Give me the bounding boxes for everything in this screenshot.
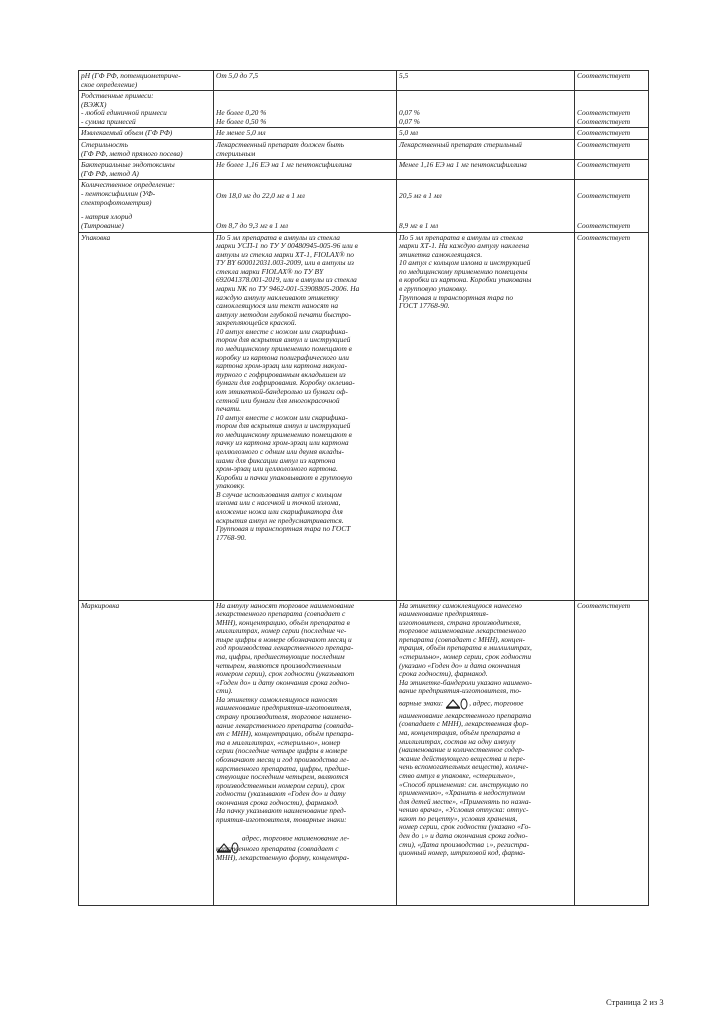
table-row-volume — [79, 128, 649, 140]
packaging-status: Соответствует — [575, 232, 649, 600]
table-row-assay — [79, 180, 649, 232]
impurities-result1: 0,07 % — [399, 108, 420, 118]
table-row-packaging — [79, 232, 649, 600]
impurities-result-cell — [397, 91, 575, 128]
packaging-norm: По 5 мл препарата в ампулы из стекла марки УСП-1 по ТУ У 00480945-005-96 или в ампулы из стекла марки ХТ-1, FIOLAX® по ТУ BY 600012031.003-2009, или в ампулы из стекла марки FIOLAX® по ТУ BY 692041378.001-2019, или в ампулы из стекла марки NK по ТУ 9462-001-53908805-2006. На каждую ампулу наклеивают этикетку самоклеящуюся или текст наносят на ампулу методом глубокой печати быстро- закрепляющейся краской. 10 ампул вместе с ножом или скарифика- тором для вскрытия ампул и инструкцией по медицинскому применению помещают в коробку из картона полиграфического или картона хром-эрзац или картона макула- турного с гофрированным вкладышем из бумаги для гофрирования. Коробку оклеива- ют этикеткой-бандеролью из бумаги оф- сетной или бумаги для многокрасочной печати. 10 ампул вместе с ножом или скарифика- тором для вскрытия ампул и инструкцией по медицинскому применению помещают в пачку из картона хром-эрзац или картона целлюлозного с одним или двумя вклады- шами для фиксации ампул из картона хром-эрзац или целлюлозного картона. Коробки и пачки упаковывают в групповую упаковку. В случае использования ампул с кольцом излома или с насечкой и точкой излома, вложение ножа или скарификатора для вскрытия ампул не предусматривается. Групповая и транспортная тара по ГОСТ 17768-90. — [214, 232, 397, 600]
endotoxins-status: Соответствует — [575, 160, 649, 180]
marking-norm-b-line — [216, 825, 394, 863]
impurities-name: Родственные примеси: (ВЭЖХ) - любой единичной примеси - сумма примесей — [79, 91, 214, 128]
assay-status2: Соответствует — [577, 220, 631, 230]
impurities-status2: Соответствует — [577, 116, 631, 126]
impurities-status1: Соответствует — [577, 108, 631, 118]
table-row-endotoxins — [79, 160, 649, 180]
spec-table — [78, 70, 649, 906]
marking-result-b2: , адрес, торговое — [469, 698, 524, 708]
sterility-name: Стерильность (ГФ РФ, метод прямого посева) — [79, 140, 214, 160]
ph-result: 5,5 — [397, 71, 575, 91]
marking-norm-a: На ампулу наносят торговое наименование лекарственного препарата (совпадает с МНН), концентрацию, объём препарата в миллилитрах, номер серии (последние че- тыре цифры в номере обозначают месяц и год производства лекарственного препара- та, цифры, предшествующие последним четырем, являются производственным номером серии), срок годности (указывают «Годен до» и дату окончания срока годно- сти). На этикетку самоклеящуюся наносят наименование предприятия-изготовителя, страну производителя, торговое наимено- вание лекарственного препарата (совпада- ет с МНН), концентрацию, объём препара- та в миллилитрах, «стерильно», номер серии (последние четыре цифры в номере обозначают месяц и год производства ле- карственного препарата, цифры, предше- ствующие последним четырем, являются производственным номером серии), срок годности (указывают «Годен до» и дату окончания срока годности), фармакод. На пачку указывают наименование пред- приятия-изготовителя, товарные знаки: — [216, 600, 355, 824]
impurities-result2: 0,07 % — [399, 116, 420, 126]
marking-result-a: На этикетку самоклеящуюся нанесено наименование предприятия- изготовителя, страна производителя, торговое наименование лекарственного препарата (совпадает с МНН), концен- трация, объём препарата в миллилитрах, «стерильно», номер серии, срок годности (указано «Годен до» и дата окончания срока годности), фармакод. На этикетке-бандероли указано наимено- вание предприятия-изготовителя, то- — [399, 600, 532, 696]
volume-result: 5,0 мл — [397, 128, 575, 140]
table-row-impurities — [79, 91, 649, 128]
trademark-logo-icon — [445, 698, 469, 710]
assay-result1: 20,5 мг в 1 мл — [399, 191, 442, 201]
marking-norm-cell — [214, 600, 397, 905]
marking-name: Маркировка — [79, 600, 214, 905]
assay-status1: Соответствует — [577, 191, 631, 201]
marking-result-cell — [397, 600, 575, 905]
impurities-status-cell — [575, 91, 649, 128]
endotoxins-result: Менее 1,16 ЕЭ на 1 мг пентоксифиллина — [397, 160, 575, 180]
marking-result-b1: варные знаки: — [399, 698, 444, 708]
marking-status: Соответствует — [575, 600, 649, 905]
marking-norm-b: адрес, торговое наименование ле- карственного препарата (совпадает с МНН), лекарственную форму, концентра- — [216, 833, 350, 862]
volume-name: Извлекаемый объем (ГФ РФ) — [79, 128, 214, 140]
sterility-norm: Лекарственный препарат должен быть стерильным — [214, 140, 397, 160]
volume-norm: Не менее 5,0 мл — [214, 128, 397, 140]
assay-name-cell — [79, 180, 214, 232]
assay-result-cell — [397, 180, 575, 232]
assay-norm2: От 8,7 до 9,3 мг в 1 мл — [216, 220, 288, 230]
assay-norm1: От 18,0 мг до 22,0 мг в 1 мл — [216, 191, 305, 201]
impurities-norm-cell — [214, 91, 397, 128]
sterility-result: Лекарственный препарат стерильный — [397, 140, 575, 160]
marking-result-c: наименование лекарственного препарата (совпадает с МНН), лекарственная фор- ма, концентрация, объём препарата в миллилитрах, состав на одну ампулу (наименование и количественное содер- жание действующего вещества и пере- чень вспомогательных веществ), количе- ство ампул в упаковке, «стерильно», «Способ применения: см. инструкцию по применению», «Хранить в недоступном для детей месте», «Применять по назна- чению врача», «Условия отпуска: отпус- кают по рецепту», условия хранения, номер серии, срок годности (указано «Го- ден до ↓» и дата окончания срока годно- сти), «Дата производства ↓», регистра- ционный номер, штриховой код, фарма- — [399, 710, 532, 858]
assay-norm-cell — [214, 180, 397, 232]
ph-status: Соответствует — [575, 71, 649, 91]
endotoxins-name: Бактериальные эндотоксины (ГФ РФ, метод А) — [79, 160, 214, 180]
table-row-marking — [79, 600, 649, 905]
volume-status: Соответствует — [575, 128, 649, 140]
sterility-status: Соответствует — [575, 140, 649, 160]
marking-result-b-line — [399, 698, 572, 710]
table-row-sterility — [79, 140, 649, 160]
assay-status-cell — [575, 180, 649, 232]
table-row-ph — [79, 71, 649, 91]
endotoxins-norm: Не более 1,16 ЕЭ на 1 мг пентоксифиллина — [214, 160, 397, 180]
assay-result2: 8,9 мг в 1 мл — [399, 220, 439, 230]
assay-name1: Количественное определение: - пентоксифиллин (УФ- спектрофотометрия) — [81, 180, 175, 207]
impurities-norm2: Не более 0,50 % — [216, 116, 267, 126]
packaging-result: По 5 мл препарата в ампулы из стекла марки ХТ-1. На каждую ампулу наклеена этикетка самоклеящаяся. 10 ампул с кольцом излома и инструкцией по медицинскому применению помещены в коробки из картона. Коробки упакованы в групповую упаковку. Групповая и транспортная тара по ГОСТ 17768-90. — [397, 232, 575, 600]
packaging-name: Упаковка — [79, 232, 214, 600]
impurities-norm1: Не более 0,20 % — [216, 108, 267, 118]
ph-norm: От 5,0 до 7,5 — [214, 71, 397, 91]
assay-name2: - натрия хлорид (Титрование) — [81, 212, 133, 230]
page-number: Страница 2 из 3 — [606, 997, 664, 1007]
ph-name: pH (ГФ РФ, потенциометриче- ское определение) — [79, 71, 214, 91]
